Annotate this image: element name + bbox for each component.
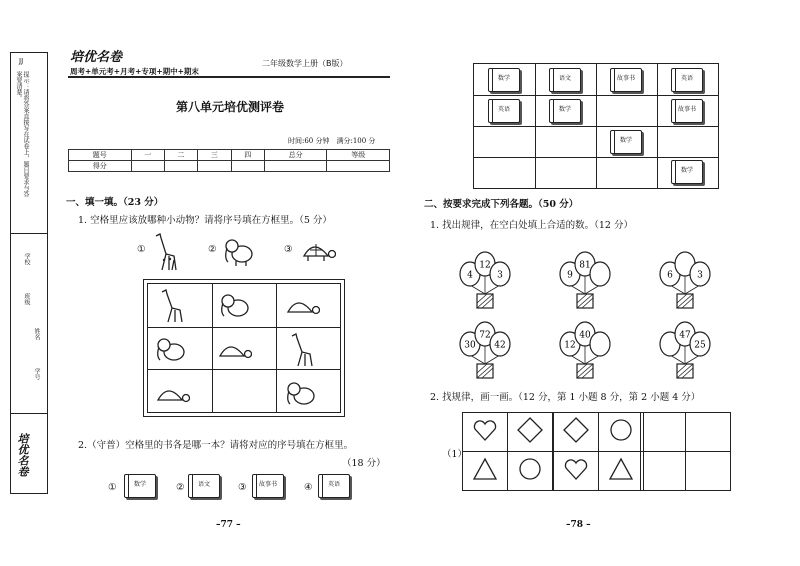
book-option-num: ② bbox=[176, 482, 185, 493]
turtle-icon bbox=[214, 336, 252, 364]
pattern-grid-2 bbox=[553, 412, 644, 491]
strip-label-school: 学校 bbox=[23, 253, 30, 265]
section2-heading: 二、按要求完成下列各题。（50 分） bbox=[424, 199, 579, 210]
balloon-number: 40 bbox=[579, 330, 591, 341]
strip-code: JJ bbox=[19, 57, 24, 65]
turtle-icon bbox=[282, 292, 320, 320]
balloon-number: 12 bbox=[479, 260, 491, 271]
strip-notice: 提示：请将答案直接写在试卷上，题目要求与答案要清楚。 bbox=[15, 71, 29, 197]
pattern-cell bbox=[508, 413, 553, 452]
heart-icon bbox=[472, 418, 498, 442]
animal-grid bbox=[143, 279, 345, 417]
score-cell[interactable] bbox=[264, 161, 327, 172]
balloon-number: 72 bbox=[479, 330, 491, 341]
balloon-number: 6 bbox=[667, 270, 673, 281]
timing: 时间:60 分钟 满分:100 分 bbox=[288, 137, 376, 145]
section2-q1: 1. 找出规律，在空白处填上合适的数。（12 分） bbox=[430, 220, 633, 231]
giraffe-icon bbox=[156, 288, 186, 324]
elephant-icon bbox=[222, 234, 254, 268]
book-english-icon: 英语 bbox=[318, 474, 350, 498]
answer-cell[interactable] bbox=[641, 452, 686, 491]
answer-cell[interactable] bbox=[686, 413, 731, 452]
grid-line bbox=[474, 157, 718, 158]
circle-icon bbox=[608, 417, 634, 443]
answer-cell[interactable] bbox=[641, 413, 686, 452]
answer-cell[interactable] bbox=[686, 452, 731, 491]
elephant-icon bbox=[284, 378, 316, 410]
binding-strip bbox=[10, 52, 48, 494]
balloon-number: 25 bbox=[694, 340, 706, 351]
strip-divider-2 bbox=[11, 413, 47, 414]
strip-label-number: 学号 bbox=[33, 368, 40, 380]
book-story-icon: 故事书 bbox=[610, 68, 642, 92]
book-chinese-icon: 语文 bbox=[188, 474, 220, 498]
page-number-left: –77 – bbox=[216, 520, 241, 530]
pattern-cell bbox=[463, 413, 508, 452]
pattern-grid-1 bbox=[462, 412, 553, 491]
score-cell[interactable] bbox=[231, 161, 264, 172]
pattern-cell bbox=[508, 452, 553, 491]
pattern-cell bbox=[463, 452, 508, 491]
book-option-num: ④ bbox=[304, 482, 313, 493]
balloon-number: 42 bbox=[494, 340, 506, 351]
giraffe-icon bbox=[286, 332, 316, 368]
pattern-grid-answer bbox=[640, 412, 731, 491]
turtle-icon bbox=[298, 236, 336, 266]
score-head: 三 bbox=[198, 150, 231, 161]
balloon-number: 3 bbox=[697, 270, 703, 281]
balloon-number: 9 bbox=[567, 270, 573, 281]
triangle-icon bbox=[608, 457, 634, 481]
option-1: ① bbox=[137, 244, 146, 255]
book-math-icon: 数学 bbox=[549, 99, 581, 123]
grid-line bbox=[474, 95, 718, 96]
option-3: ③ bbox=[284, 244, 293, 255]
balloon-number: 12 bbox=[564, 340, 576, 351]
balloon-container bbox=[440, 240, 740, 390]
header-subtitle: 周考+单元考+月考+专项+期中+期末 bbox=[70, 67, 199, 76]
book-chinese-icon: 语文 bbox=[549, 68, 581, 92]
section1-q1: 1. 空格里应该放哪种小动物？请将序号填在方框里。（5 分） bbox=[78, 215, 332, 226]
book-math-icon: 数学 bbox=[124, 474, 156, 498]
pattern-cell bbox=[599, 452, 644, 491]
strip-divider bbox=[11, 233, 47, 234]
score-cell[interactable] bbox=[198, 161, 231, 172]
grid-line bbox=[474, 126, 718, 127]
heart-icon bbox=[563, 457, 589, 481]
balloon-number: 30 bbox=[464, 340, 476, 351]
book-english-icon: 英语 bbox=[488, 99, 520, 123]
grid-line bbox=[276, 284, 277, 412]
score-cell[interactable] bbox=[327, 161, 390, 172]
book-option-num: ③ bbox=[238, 482, 247, 493]
balloon-number: 3 bbox=[497, 270, 503, 281]
score-head: 二 bbox=[164, 150, 197, 161]
section1-heading: 一、填一填。（23 分） bbox=[66, 197, 164, 208]
book-story-icon: 故事书 bbox=[671, 99, 703, 123]
giraffe-icon bbox=[150, 232, 180, 272]
page-number-right: –78 – bbox=[566, 520, 591, 530]
answer-blank[interactable] bbox=[214, 374, 274, 412]
pattern-cell bbox=[554, 452, 599, 491]
balloon-number: 47 bbox=[679, 330, 691, 341]
elephant-icon bbox=[218, 290, 250, 322]
score-head: 题号 bbox=[69, 150, 132, 161]
option-2: ② bbox=[208, 244, 217, 255]
turtle-icon bbox=[152, 380, 190, 408]
animal-grid-inner bbox=[147, 283, 341, 413]
score-head: 等级 bbox=[327, 150, 390, 161]
circle-icon bbox=[517, 456, 543, 482]
header-rule bbox=[68, 76, 390, 78]
sub-question-1: （1） bbox=[442, 449, 468, 460]
book-math-icon: 数学 bbox=[610, 130, 642, 154]
balloon-number: 81 bbox=[579, 260, 591, 271]
grid-line bbox=[148, 369, 340, 370]
score-head: 总分 bbox=[264, 150, 327, 161]
strip-label-class: 班级 bbox=[23, 293, 30, 305]
header-brand: 培优名卷 bbox=[70, 50, 123, 65]
section2-q2: 2. 找规律，画一画。（12 分，第 1 小题 8 分，第 2 小题 4 分） bbox=[430, 392, 701, 403]
triangle-icon bbox=[472, 457, 498, 481]
book-math-icon: 数学 bbox=[671, 160, 703, 184]
pattern-cell bbox=[599, 413, 644, 452]
score-head: 一 bbox=[131, 150, 164, 161]
book-option-num: ① bbox=[108, 482, 117, 493]
book-english-icon: 英语 bbox=[671, 68, 703, 92]
elephant-icon bbox=[154, 334, 186, 366]
book-story-icon: 故事书 bbox=[252, 474, 284, 498]
balloon-number: 4 bbox=[467, 270, 473, 281]
score-label: 得分 bbox=[69, 161, 132, 172]
pattern-cell bbox=[554, 413, 599, 452]
score-cell[interactable] bbox=[164, 161, 197, 172]
strip-brand: 培优名卷 bbox=[16, 433, 29, 477]
header-grade: 二年级数学上册（B版） bbox=[262, 59, 348, 68]
book-math-icon: 数学 bbox=[488, 68, 520, 92]
section1-q2-points: （18 分） bbox=[342, 458, 386, 469]
score-head: 四 bbox=[231, 150, 264, 161]
grid-line bbox=[212, 284, 213, 412]
strip-label-name: 姓名 bbox=[33, 328, 40, 340]
book-grid bbox=[473, 63, 719, 189]
diamond-icon bbox=[516, 416, 544, 444]
score-table bbox=[68, 149, 390, 172]
page-title: 第八单元培优测评卷 bbox=[175, 100, 284, 114]
score-cell[interactable] bbox=[131, 161, 164, 172]
diamond-icon bbox=[562, 416, 590, 444]
grid-line bbox=[148, 327, 340, 328]
section1-q2: 2.（守普）空格里的书各是哪一本？请将对应的序号填在方框里。 bbox=[78, 440, 354, 451]
